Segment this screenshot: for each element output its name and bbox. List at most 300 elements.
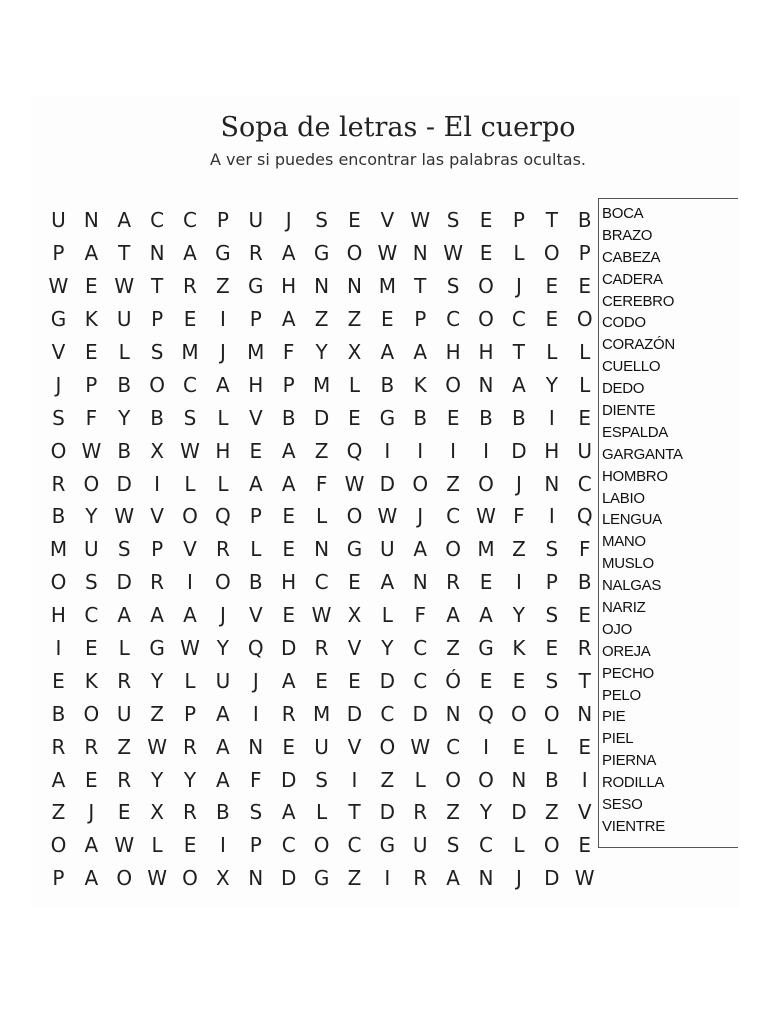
grid-letter: W [114,504,135,529]
grid-letter: L [217,405,229,430]
grid-letter: F [250,767,262,792]
word-list-item: MANO [602,533,646,551]
word-list-item: CADERA [602,270,663,288]
grid-letter: A [51,767,66,792]
grid-letter: O [412,471,429,496]
grid-letter: A [216,372,230,397]
word-list-item: DEDO [602,380,645,398]
word-list-item: NALGAS [602,577,662,595]
grid-letter: E [282,537,295,562]
grid-letter: R [314,636,329,661]
grid-letter: A [413,340,428,364]
grid-letter: P [216,208,229,233]
grid-letter: T [118,241,131,266]
grid-letter: F [578,537,591,562]
grid-letter: I [483,734,489,759]
grid-letter: B [117,372,132,397]
grid-letter: O [83,701,100,726]
grid-letter: Z [314,438,329,463]
grid-letter: B [380,372,395,397]
grid-letter: D [116,570,132,595]
grid-letter: O [379,734,396,759]
grid-letter: M [312,701,331,726]
grid-letter: R [577,636,592,661]
grid-letter: E [479,208,493,233]
grid-letter: O [182,504,198,529]
grid-letter: R [117,767,132,792]
grid-letter: A [479,603,493,628]
grid-letter: E [479,668,493,693]
grid-letter: O [543,701,560,726]
grid-letter: O [182,866,198,891]
grid-letter: C [380,701,395,726]
grid-letter: E [512,668,526,693]
grid-letter: A [281,668,296,693]
grid-letter: B [577,208,592,233]
grid-letter: A [216,734,230,759]
grid-letter: W [311,603,332,628]
grid-letter: S [315,208,328,233]
grid-letter: B [577,570,592,595]
grid-letter: B [51,701,66,726]
grid-letter: W [443,241,464,266]
grid-letter: H [478,340,494,364]
grid-letter: W [410,734,431,759]
grid-letter: W [114,833,135,858]
grid-letter: P [249,504,262,529]
grid-letter: S [84,570,98,595]
grid-letter: L [184,471,196,496]
grid-letter: I [219,833,226,858]
grid-letter: J [417,504,424,529]
grid-letter: S [446,274,460,299]
grid-letter: E [52,668,65,693]
word-list-item: SESO [602,796,643,814]
grid-letter: B [117,438,132,463]
grid-letter: E [183,833,197,858]
grid-letter: E [578,405,592,430]
grid-letter: D [544,866,560,891]
grid-letter: O [478,307,494,332]
grid-letter: R [51,734,66,759]
grid-letter: L [579,372,591,397]
word-list-item: CODO [602,314,646,332]
grid-letter: A [183,603,197,628]
grid-letter: N [577,701,593,726]
word-list-item: VIENTRE [602,817,665,835]
grid-letter: D [280,636,297,661]
grid-letter: L [546,734,558,759]
grid-letter: S [52,405,65,430]
grid-letter: W [81,438,102,463]
grid-letter: H [50,603,66,628]
grid-letter: S [183,405,197,430]
grid-letter: I [351,767,358,792]
letter-grid [42,204,601,895]
page-title: Sopa de letras - El cuerpo [220,112,576,143]
grid-letter: W [377,504,398,529]
grid-letter: A [84,241,99,266]
grid-letter: M [181,340,199,364]
grid-letter: P [414,307,427,332]
grid-letter: T [348,800,361,825]
grid-letter: V [248,603,263,628]
grid-letter: J [252,668,259,693]
grid-letter: O [50,438,67,463]
word-list-item: GARGANTA [602,445,683,463]
grid-letter: R [413,866,428,891]
grid-letter: N [83,208,99,233]
grid-letter: C [183,208,197,233]
grid-letter: A [512,372,526,397]
grid-letter: H [544,438,560,463]
grid-letter: S [446,208,460,233]
grid-letter: C [479,833,493,858]
word-list [602,203,683,838]
grid-letter: Y [315,340,328,364]
grid-letter: I [450,438,457,463]
grid-letter: F [513,504,525,529]
grid-letter: U [314,734,329,759]
grid-letter: P [151,307,164,332]
grid-letter: Z [51,800,66,825]
word-list-item: OJO [602,620,632,638]
grid-letter: B [216,800,230,825]
grid-letter: D [379,471,396,496]
grid-letter: G [215,241,231,266]
grid-letter: X [216,866,230,891]
grid-letter: N [149,241,165,266]
grid-letter: Y [381,636,394,661]
grid-letter: D [346,701,363,726]
grid-letter: V [380,208,395,233]
grid-letter: F [85,405,98,430]
grid-letter: U [380,537,395,562]
grid-letter: D [379,800,396,825]
grid-letter: O [445,537,461,562]
page-subtitle: A ver si puedes encontrar las palabras ocultas. [210,150,586,169]
grid-letter: J [55,372,62,397]
grid-letter: B [413,405,428,430]
word-list-item: PIE [602,708,626,726]
grid-letter: M [247,340,265,364]
grid-letter: P [183,701,197,726]
grid-letter: O [149,372,165,397]
grid-letter: A [216,767,230,792]
grid-letter: J [285,208,292,233]
word-list-item: MUSLO [602,555,654,573]
grid-letter: A [216,701,230,726]
grid-letter: S [249,800,263,825]
grid-letter: E [183,307,197,332]
grid-letter: E [578,734,592,759]
grid-letter: A [281,471,296,496]
word-list-item: BRAZO [602,226,653,244]
grid-letter: W [147,734,167,759]
grid-letter: P [249,833,262,858]
grid-letter: W [410,208,431,233]
grid-letter: I [417,438,424,463]
grid-letter: E [85,340,98,364]
grid-letter: A [446,603,460,628]
grid-letter: E [578,603,592,628]
grid-letter: R [183,274,197,299]
grid-letter: G [478,636,494,661]
grid-letter: Q [478,701,494,726]
grid-letter: E [249,438,263,463]
grid-letter: P [85,372,98,397]
grid-letter: L [315,504,328,529]
grid-letter: Y [151,668,164,693]
grid-letter: Y [479,800,493,825]
grid-letter: U [248,208,264,233]
grid-letter: Z [117,734,132,759]
grid-letter: J [219,340,226,364]
grid-letter: O [215,570,231,595]
grid-letter: D [511,800,527,825]
grid-letter: L [315,800,328,825]
grid-letter: C [446,734,461,759]
grid-letter: Q [576,504,593,529]
grid-letter: G [379,405,396,430]
grid-letter: Y [512,603,526,628]
grid-letter: X [347,603,362,628]
grid-letter: Y [545,372,558,397]
grid-letter: E [348,570,361,595]
grid-letter: D [116,471,132,496]
grid-letter: V [51,340,66,364]
grid-letter: A [183,241,197,266]
grid-letter: E [348,405,361,430]
grid-letter: E [545,636,559,661]
grid-letter: R [281,701,296,726]
grid-letter: S [150,340,164,364]
word-list-item: ESPALDA [602,423,668,441]
grid-letter: H [248,372,264,397]
grid-letter: Z [347,866,362,891]
grid-letter: U [577,438,593,463]
grid-letter: E [315,668,328,693]
grid-letter: S [117,537,131,562]
grid-letter: E [578,274,592,299]
grid-letter: I [483,438,489,463]
grid-letter: L [151,833,163,858]
grid-letter: S [545,668,559,693]
grid-letter: X [347,340,362,364]
grid-letter: G [379,833,396,858]
grid-letter: Z [446,636,460,661]
grid-letter: V [183,537,197,562]
grid-letter: O [50,570,67,595]
grid-letter: L [414,767,426,792]
grid-letter: T [414,274,427,299]
grid-letter: D [313,405,330,430]
grid-letter: R [183,734,197,759]
grid-letter: N [412,241,428,266]
grid-letter: C [413,636,428,661]
grid-letter: P [52,866,65,891]
grid-letter: P [52,241,65,266]
grid-letter: Y [183,767,197,792]
grid-letter: O [478,767,494,792]
word-list-item: NARIZ [602,599,646,617]
grid-letter: L [348,372,361,397]
grid-letter: P [249,307,262,332]
grid-letter: Y [118,405,131,430]
grid-letter: G [50,307,67,332]
grid-letter: V [347,734,362,759]
grid-letter: C [84,603,99,628]
word-list-item: DIENTE [602,402,656,420]
grid-letter: F [315,471,328,496]
grid-letter: W [574,866,595,891]
grid-letter: O [478,274,494,299]
grid-letter: G [149,636,165,661]
grid-letter: G [313,866,330,891]
grid-letter: E [282,603,295,628]
grid-letter: E [479,570,493,595]
grid-letter: R [183,800,197,825]
grid-letter: H [281,274,297,299]
grid-letter: A [281,241,296,266]
grid-letter: I [515,570,522,595]
grid-letter: K [512,636,526,661]
grid-letter: I [252,701,259,726]
grid-letter: Ó [445,668,461,693]
grid-letter: H [445,340,461,364]
grid-letter: E [545,274,559,299]
grid-letter: I [548,405,555,430]
grid-letter: D [412,701,428,726]
grid-letter: O [543,833,560,858]
grid-letter: E [545,307,559,332]
grid-letter: L [513,833,525,858]
grid-letter: I [219,307,226,332]
word-list-item: CEREBRO [602,292,675,310]
grid-letter: K [84,668,98,693]
grid-letter: J [515,471,522,496]
grid-letter: E [85,274,98,299]
word-list-item: PIERNA [602,752,657,770]
grid-letter: J [515,274,522,299]
grid-letter: L [118,340,130,364]
grid-letter: V [347,636,362,661]
grid-letter: E [85,767,98,792]
grid-letter: U [412,833,428,858]
grid-letter: M [378,274,396,299]
grid-letter: B [51,504,66,529]
grid-letter: R [446,570,461,595]
grid-letter: Z [446,800,460,825]
grid-letter: I [55,636,62,661]
grid-letter: L [381,603,393,628]
word-list-item: CABEZA [602,248,661,266]
grid-letter: Z [216,274,230,299]
grid-letter: T [545,208,558,233]
grid-letter: W [48,274,69,299]
grid-letter: O [116,866,133,891]
grid-letter: H [215,438,231,463]
grid-letter: C [577,471,592,496]
grid-letter: A [446,866,460,891]
grid-letter: P [282,372,295,397]
grid-letter: R [248,241,263,266]
word-list-item: LENGUA [602,511,662,529]
grid-letter: M [49,537,68,562]
grid-letter: D [280,866,297,891]
grid-letter: N [511,767,527,792]
grid-letter: N [248,866,264,891]
grid-letter: A [84,833,99,858]
grid-letter: B [479,405,493,430]
grid-letter: U [84,537,99,562]
grid-letter: L [217,471,229,496]
grid-letter: E [117,800,131,825]
grid-letter: N [314,274,330,299]
grid-letter: N [544,471,560,496]
grid-letter: Q [247,636,264,661]
grid-letter: R [215,537,230,562]
grid-letter: E [446,405,460,430]
grid-letter: L [118,636,130,661]
grid-letter: L [546,340,558,364]
grid-letter: M [312,372,331,397]
grid-letter: Z [380,767,395,792]
grid-letter: O [576,307,593,332]
grid-letter: W [344,471,365,496]
grid-letter: D [280,767,297,792]
grid-letter: D [379,668,396,693]
grid-letter: B [150,405,164,430]
grid-letter: X [150,800,164,825]
grid-letter: R [150,570,165,595]
grid-letter: E [512,734,526,759]
grid-letter: E [578,833,592,858]
grid-letter: O [83,471,100,496]
grid-letter: W [147,866,167,891]
grid-letter: E [381,307,394,332]
grid-letter: A [84,866,99,891]
grid-letter: C [511,307,526,332]
word-list-item: RODILLA [602,774,665,792]
grid-letter: V [248,405,263,430]
grid-letter: Q [215,504,231,529]
grid-letter: A [380,570,395,595]
grid-letter: O [313,833,330,858]
grid-letter: A [281,800,296,825]
grid-letter: Z [314,307,329,332]
grid-letter: A [117,603,132,628]
grid-letter: G [313,241,330,266]
grid-letter: Z [150,701,164,726]
grid-letter: L [250,537,262,562]
grid-letter: I [384,866,391,891]
grid-letter: A [413,537,428,562]
grid-letter: H [281,570,297,595]
grid-letter: C [150,208,165,233]
grid-letter: P [151,537,164,562]
grid-letter: N [412,570,428,595]
grid-letter: O [50,833,67,858]
grid-letter: J [88,800,95,825]
grid-letter: E [479,241,493,266]
grid-letter: C [183,372,197,397]
grid-letter: X [150,438,164,463]
word-list-item: LABIO [602,489,645,507]
grid-letter: R [117,668,132,693]
grid-letter: E [85,636,98,661]
grid-letter: R [51,471,66,496]
